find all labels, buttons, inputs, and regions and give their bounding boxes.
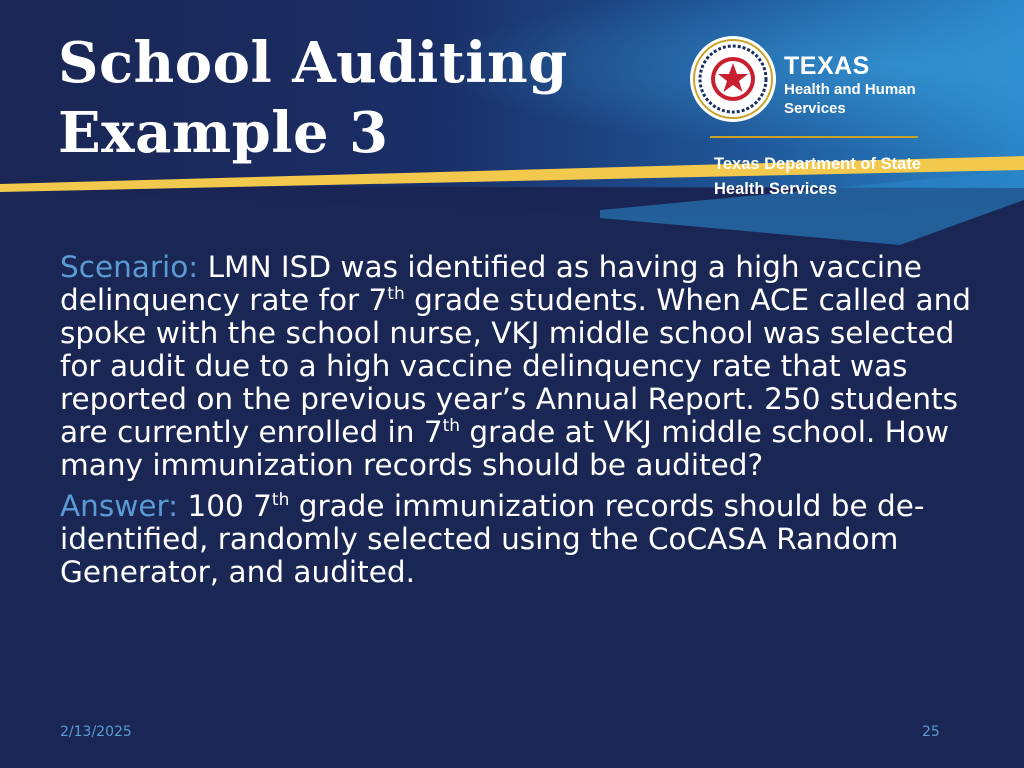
texas-star-seal-icon xyxy=(688,34,778,124)
hhs-dshs-logo xyxy=(688,34,928,204)
scenario-text-c: grade at VKJ middle school. How many immunization records should be audited? xyxy=(60,415,950,482)
slide-title xyxy=(58,28,568,168)
dept-name xyxy=(714,152,921,202)
answer-label: Answer: xyxy=(60,489,179,523)
org-line-1: Health and Human xyxy=(784,81,916,98)
answer-text-a: 100 7 xyxy=(187,489,272,523)
scenario-sup-b: th xyxy=(442,416,461,437)
org-texas: TEXAS xyxy=(784,52,870,80)
slide-page-number: 25 xyxy=(922,724,940,740)
slide-body xyxy=(60,251,1000,597)
scenario-sup-a: th xyxy=(387,284,405,305)
scenario-text-b: grade students. When ACE called and spoke with the school nurse, VKJ middle school was selected for audit due to a high vaccine delinquency rate that was reported on the previous year’s Annual Report. 250 students are currently enrolled in 7 xyxy=(60,283,972,449)
answer-text-b: grade immunization records should be de-identified, randomly selected using the CoCASA Random Generator, and audited. xyxy=(60,489,925,589)
scenario-label: Scenario: xyxy=(60,250,199,284)
answer-paragraph xyxy=(60,490,1000,589)
answer-sup-a: th xyxy=(271,490,290,511)
org-line-2: Services xyxy=(784,100,846,117)
dept-line-1: Texas Department of State xyxy=(714,155,921,173)
dept-line-2: Health Services xyxy=(714,180,837,198)
slide-title-line-1: School Auditing xyxy=(58,30,568,96)
logo-divider xyxy=(710,136,918,138)
org-name xyxy=(784,52,916,118)
scenario-text-a: LMN ISD was identified as having a high vaccine delinquency rate for 7 xyxy=(60,250,922,317)
scenario-paragraph xyxy=(60,251,1000,482)
slide-title-line-2: Example 3 xyxy=(58,100,389,166)
slide-date: 2/13/2025 xyxy=(60,724,132,740)
